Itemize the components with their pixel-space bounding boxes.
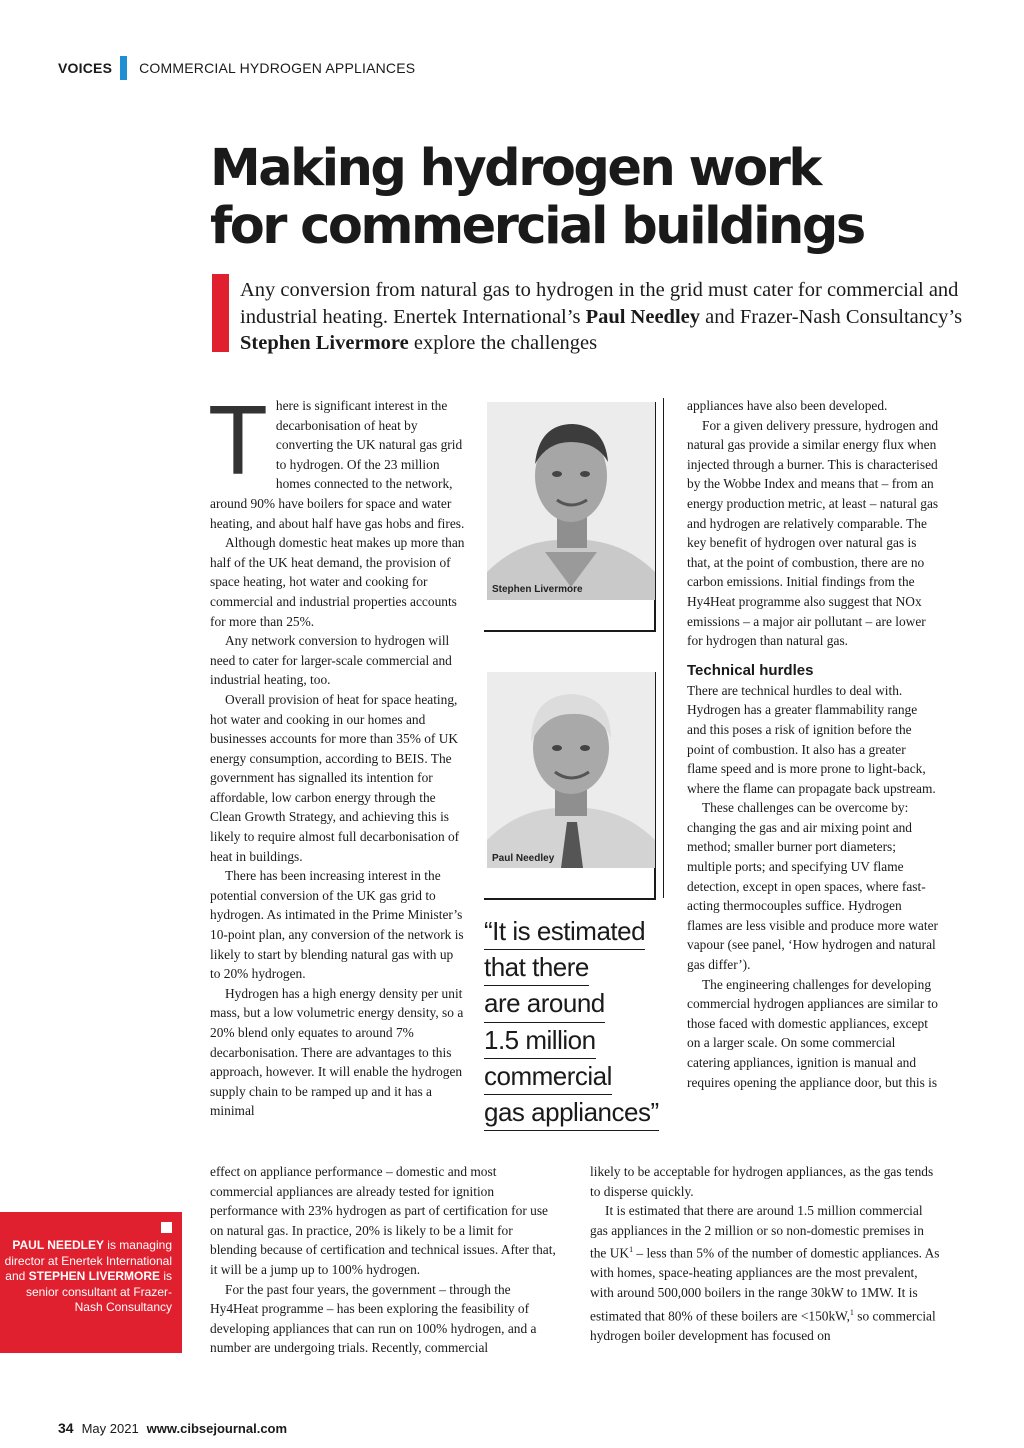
title-line-1: Making hydrogen work bbox=[210, 139, 820, 198]
body-paragraph: For a given delivery pressure, hydrogen and natural gas provide a similar energy flux when injected through a burner. This is characterised by the Wobbe Index and means that – from an energy production metric, at least – natural gas and hydrogen are relatively comparable. The key benefit of hydrogen over natural gas is that, at the point of combustion, there are no carbon emissions. Initial findings from the Hy4Heat programme also suggest that NOx emissions – a major air pollutant – are lower for hydrogen than natural gas. bbox=[687, 417, 939, 649]
bio-name-1: PAUL NEEDLEY bbox=[12, 1238, 104, 1252]
column-rule bbox=[663, 398, 664, 898]
standfirst-part-1: Any conversion from natural gas to hydrogen in the grid must cater for commercial and industrial heating. Enertek International’s bbox=[240, 279, 959, 328]
bio-name-2: STEPHEN LIVERMORE bbox=[28, 1269, 160, 1284]
body-paragraph: Any network conversion to hydrogen will need to cater for larger-scale commercial and industrial heating, too. bbox=[210, 633, 452, 688]
body-paragraph: There has been increasing interest in the potential conversion of the UK gas grid to hydrogen. As intimated in the Prime Minister’s 10-point plan, any conversion of the network is likely to start by blending natural gas with up to 20% hydrogen. bbox=[210, 868, 464, 982]
pull-quote bbox=[484, 914, 664, 1131]
journal-url: www.cibsejournal.com bbox=[146, 1421, 288, 1436]
reference-mark: 1 bbox=[629, 1245, 634, 1255]
section-topic: COMMERCIAL HYDROGEN APPLIANCES bbox=[139, 60, 416, 76]
section-header bbox=[58, 56, 415, 80]
reference-mark: 1 bbox=[849, 1307, 854, 1317]
body-column-1-wide bbox=[210, 1162, 560, 1358]
pull-quote-line: 1.5 million bbox=[484, 1023, 596, 1059]
body-paragraph: The engineering challenges for developing commercial hydrogen appliances are similar to those faced with domestic appliances, except on a larger scale. On some commercial catering appliances, ignition is manual and requires opening the appliance door, but this is bbox=[687, 976, 938, 1090]
portrait-needley-icon bbox=[487, 672, 655, 868]
article-title bbox=[210, 140, 990, 256]
standfirst bbox=[240, 277, 980, 357]
title-line-2: for commercial buildings bbox=[210, 197, 864, 256]
pull-quote-line: “It is estimated bbox=[484, 914, 645, 950]
standfirst-accent-bar bbox=[212, 274, 229, 352]
body-paragraph: These challenges can be overcome by: changing the gas and air mixing point and method; smaller burner port diameters; multiple ports; and specifying UV flame detection, except in open spaces, where fast-acting thermocouples suffice. Hydrogen flames are less visible and produce more water vapour (see panel, ‘How hydrogen and natural gas differ’). bbox=[687, 800, 938, 973]
subheading-technical-hurdles: Technical hurdles bbox=[687, 661, 814, 679]
body-paragraph: Hydrogen has a high energy density per unit mass, but a low volumetric energy density, so a 20% blend only equates to around 7% decarbonisation. There are advantages to this approach, however. It will enable the hydrogen supply chain to be ramped up and it has a minimal bbox=[210, 985, 464, 1119]
pull-quote-line: that there bbox=[484, 950, 589, 986]
pull-quote-line: commercial bbox=[484, 1059, 612, 1095]
section-label: VOICES bbox=[58, 60, 113, 76]
portrait-photo-livermore bbox=[487, 402, 655, 600]
body-paragraph: There are technical hurdles to deal with. Hydrogen has a greater flammability range and this poses a risk of ignition before the point of combustion. It also has a greater flame speed and is more prone to light-back, where the flame can propagate back upstream. bbox=[687, 682, 936, 796]
author-name-1: Paul Needley bbox=[585, 305, 701, 328]
photo-caption-needley: Paul Needley bbox=[492, 853, 555, 864]
standfirst-part-2: and Frazer-Nash Consultancy’s bbox=[700, 305, 963, 328]
body-paragraph: likely to be acceptable for hydrogen appliances, as the gas tends to disperse quickly. bbox=[590, 1164, 934, 1199]
body-paragraph: For the past four years, the government – through the Hy4Heat programme – has been exploring the feasibility of developing appliances that can run on 100% hydrogen, and a number are undergoing trials. Recently, commercial bbox=[210, 1281, 537, 1356]
photo-caption-livermore: Stephen Livermore bbox=[492, 584, 583, 595]
body-column-1 bbox=[208, 385, 466, 1121]
standfirst-part-3: explore the challenges bbox=[408, 332, 598, 354]
body-paragraph: Although domestic heat makes up more than half of the UK heat demand, the provision of space heating, hot water and cooking for commercial and industrial properties accounts for more than 25%. bbox=[210, 535, 465, 629]
body-paragraph: effect on appliance performance – domestic and most commercial appliances are already tested for ignition performance with 23% hydrogen as part of certification for use on natural gas. In practice, 20% is likely to be a limit for blending because of certification and technical issues. After that, it will be a jump up to 100% hydrogen. bbox=[210, 1164, 556, 1277]
author-bio-box: PAUL NEEDLEY is managing director at Enertek International and STEPHEN LIVERMORE is senior consultant at Frazer-Nash Consultancy bbox=[0, 1212, 182, 1353]
issue-date: May 2021 bbox=[81, 1421, 139, 1436]
body-paragraph: It is estimated that there are around 1.5 million commercial gas appliances in the 2 million or so non-domestic premises in the $UK^1$ – less than 5% of the number of domestic appliances. As with homes, space-heating appliances are the most prevalent, with around 500,000 boilers in the range 30kW to 1MW. It is estimated that 80% of these boilers are <150kW,$^1$ so commercial hydrogen boiler development has focused on bbox=[590, 1203, 940, 1343]
body-paragraph: appliances have also been developed. bbox=[687, 398, 888, 413]
body-column-3 bbox=[687, 396, 939, 1092]
page-number: 34 bbox=[58, 1420, 74, 1436]
body-paragraph: There is significant interest in the decarbonisation of heat by converting the UK natural gas grid to hydrogen. Of the 23 million homes connected to the network, around 90% have boilers for space and water heating, and about half have gas hobs and fires. bbox=[208, 385, 465, 531]
portrait-livermore-icon bbox=[487, 402, 655, 600]
pull-quote-line: are around bbox=[484, 986, 605, 1022]
drop-cap: T bbox=[208, 385, 268, 495]
page-footer bbox=[58, 1420, 287, 1436]
author-name-2: Stephen Livermore bbox=[240, 332, 409, 354]
body-column-3-wide bbox=[590, 1162, 940, 1345]
portrait-photo-needley bbox=[487, 672, 655, 868]
pull-quote-line: gas appliances” bbox=[484, 1095, 659, 1131]
bio-square-icon bbox=[161, 1222, 172, 1233]
section-divider-bar bbox=[120, 56, 127, 80]
body-paragraph: Overall provision of heat for space heating, hot water and cooking in our homes and businesses accounts for more than 35% of UK energy consumption, according to BEIS. The government has signalled its intention for affordable, low carbon energy through the Clean Growth Strategy, and achieving this is likely to require almost full decarbonisation of heat in buildings. bbox=[210, 691, 460, 864]
